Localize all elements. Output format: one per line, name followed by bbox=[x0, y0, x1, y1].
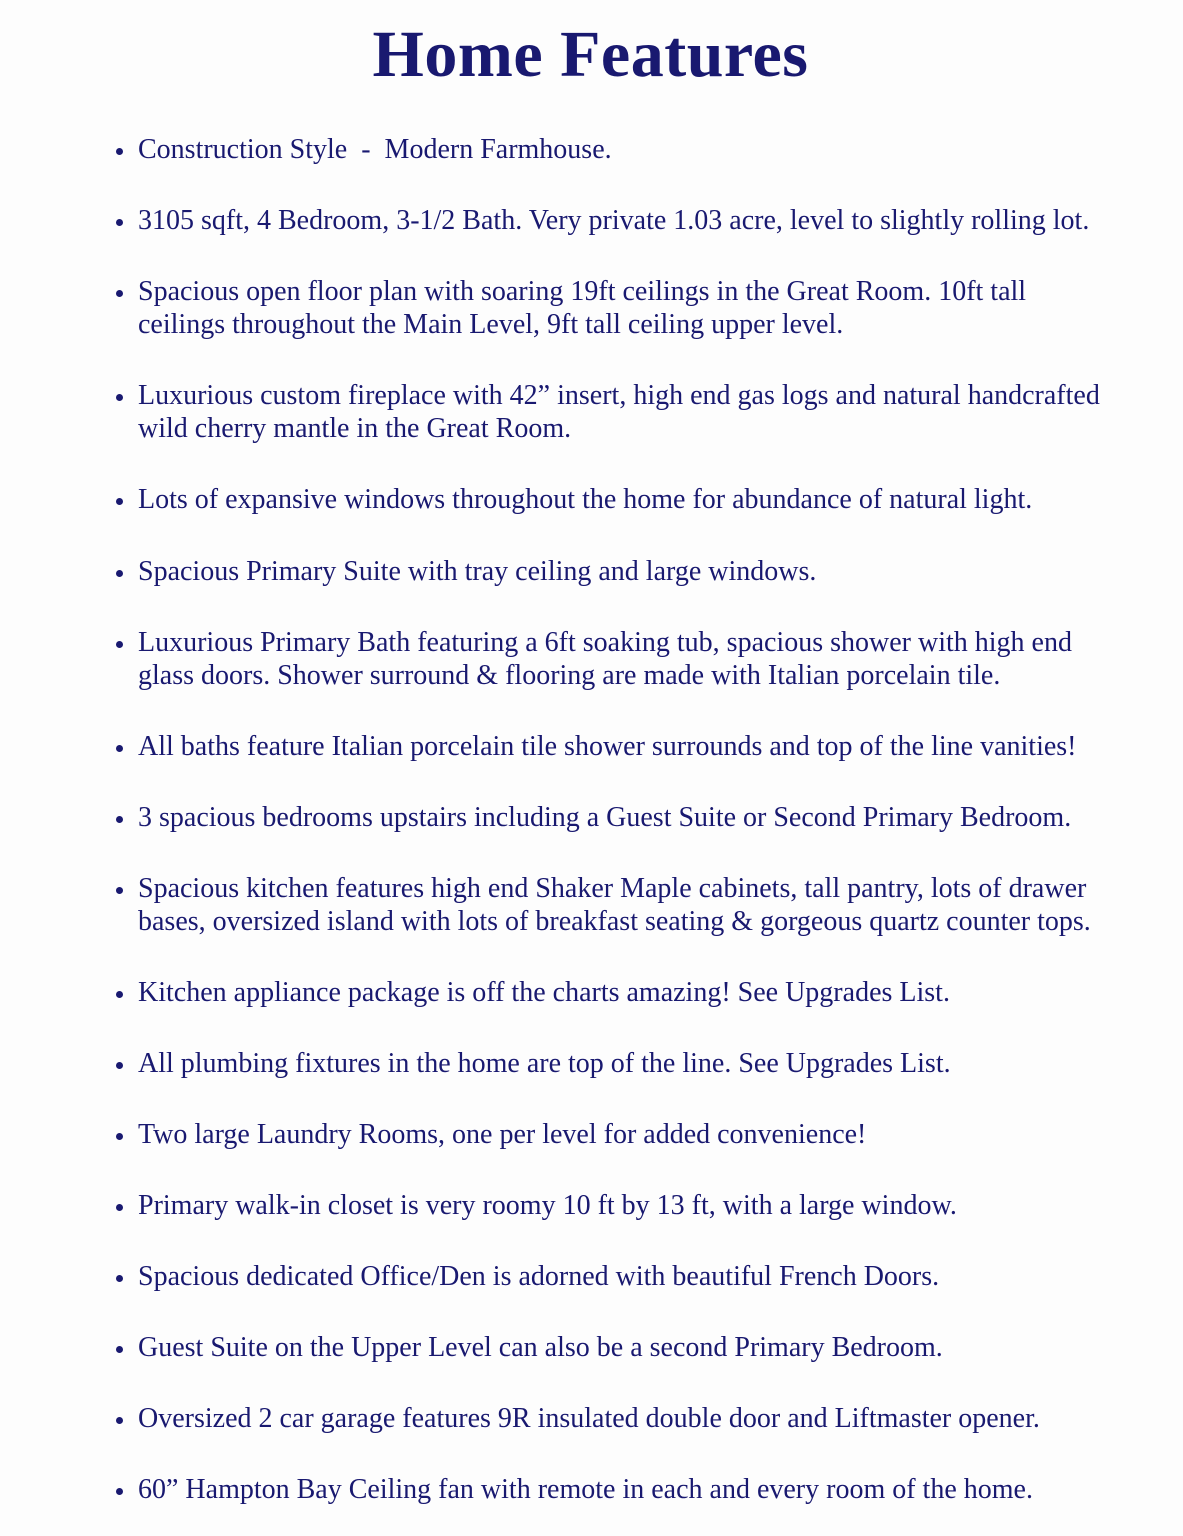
features-list bbox=[70, 133, 1111, 1506]
list-item: • Kitchen appliance package is off the charts amazing! See Upgrades List. bbox=[136, 976, 1111, 1009]
list-item: • Construction Style - Modern Farmhouse. bbox=[136, 133, 1111, 166]
list-item: • Spacious dedicated Office/Den is adorned with beautiful French Doors. bbox=[136, 1260, 1111, 1293]
list-item: • Spacious Primary Suite with tray ceiling and large windows. bbox=[136, 555, 1111, 588]
list-item: • Luxurious Primary Bath featuring a 6ft soaking tub, spacious shower with high end glass doors. Shower surround & flooring are made with Italian porcelain tile. bbox=[136, 626, 1111, 692]
list-item: • Luxurious custom fireplace with 42” insert, high end gas logs and natural handcrafted wild cherry mantle in the Great Room. bbox=[136, 379, 1111, 445]
list-item: • All baths feature Italian porcelain tile shower surrounds and top of the line vanities! bbox=[136, 730, 1111, 763]
list-item: • Two large Laundry Rooms, one per level for added convenience! bbox=[136, 1118, 1111, 1151]
list-item: • 3105 sqft, 4 Bedroom, 3-1/2 Bath. Very private 1.03 acre, level to slightly rolling lot. bbox=[136, 204, 1111, 237]
list-item: • Spacious kitchen features high end Shaker Maple cabinets, tall pantry, lots of drawer bases, oversized island with lots of breakfast seating & gorgeous quartz counter tops. bbox=[136, 872, 1111, 938]
list-item: • Guest Suite on the Upper Level can also be a second Primary Bedroom. bbox=[136, 1331, 1111, 1364]
list-item: • Spacious open floor plan with soaring 19ft ceilings in the Great Room. 10ft tall ceilings throughout the Main Level, 9ft tall ceiling upper level. bbox=[136, 275, 1111, 341]
list-item: • 3 spacious bedrooms upstairs including a Guest Suite or Second Primary Bedroom. bbox=[136, 801, 1111, 834]
list-item: • Primary walk-in closet is very roomy 10 ft by 13 ft, with a large window. bbox=[136, 1189, 1111, 1222]
list-item: • Oversized 2 car garage features 9R insulated double door and Liftmaster opener. bbox=[136, 1402, 1111, 1435]
list-item: • Lots of expansive windows throughout the home for abundance of natural light. bbox=[136, 483, 1111, 516]
list-item: • All plumbing fixtures in the home are top of the line. See Upgrades List. bbox=[136, 1047, 1111, 1080]
list-item: • 60” Hampton Bay Ceiling fan with remote in each and every room of the home. bbox=[136, 1473, 1111, 1506]
page-title: Home Features bbox=[372, 18, 809, 91]
